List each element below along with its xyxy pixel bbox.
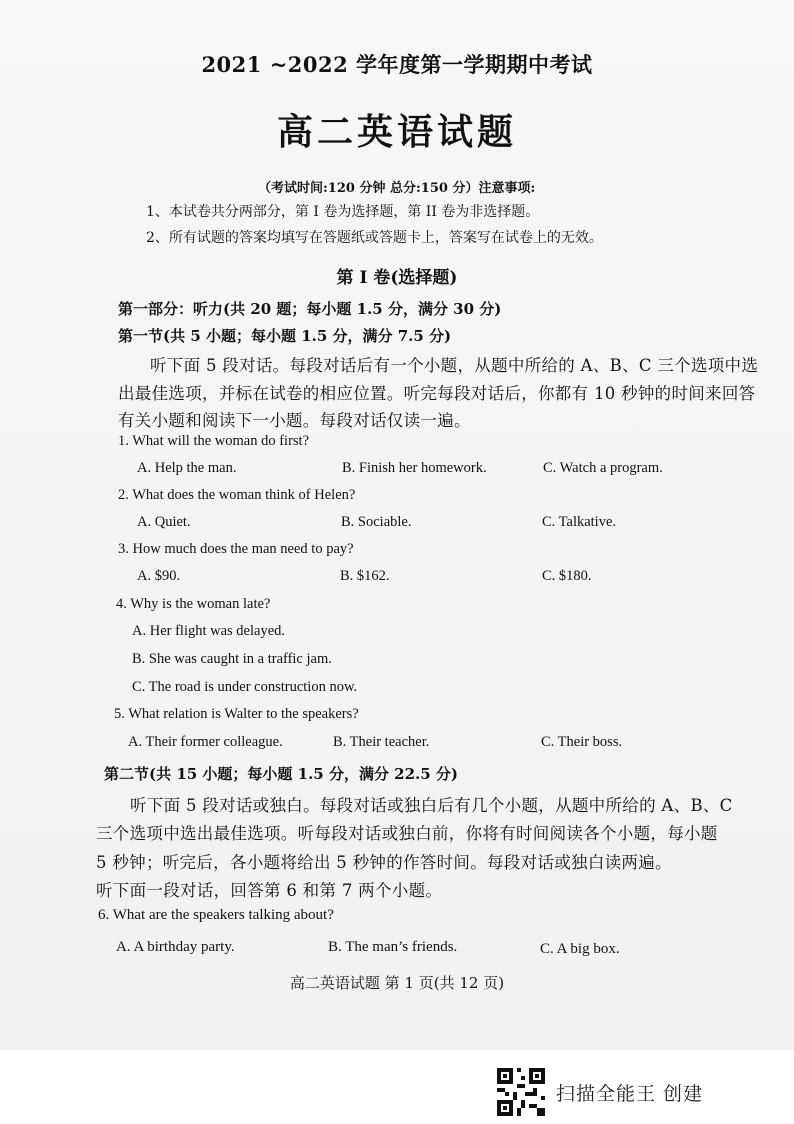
option-b: B. The man’s friends. <box>328 939 458 955</box>
option-b: B. Finish her homework. <box>342 460 487 476</box>
sec2-lead: 听下面一段对话，回答第 6 和第 7 两个小题。 <box>96 881 443 900</box>
option-a: A. A birthday party. <box>116 939 235 955</box>
option-b: B. $162. <box>340 568 390 584</box>
option-c: C. The road is under construction now. <box>132 679 358 695</box>
option-c: C. Their boss. <box>541 734 623 750</box>
note-2: 2、所有试题的答案均填写在答题纸或答题卡上，答案写在试卷上的无效。 <box>146 230 603 246</box>
exam-title: 2021 ~2022 学年度第一学期期中考试 <box>201 52 593 77</box>
question-stem: 1. What will the woman do first? <box>118 433 310 449</box>
exam-info: （考试时间:120 分钟 总分:150 分）注意事项: <box>258 181 536 196</box>
option-b: B. She was caught in a traffic jam. <box>132 651 332 667</box>
option-a: A. $90. <box>137 568 181 584</box>
option-c: C. Talkative. <box>542 514 617 530</box>
sec1-instruction-line: 有关小题和阅读下一小题。每段对话仅读一遍。 <box>118 411 471 430</box>
option-c: C. A big box. <box>540 941 620 957</box>
option-b: B. Sociable. <box>341 514 412 530</box>
scanner-watermark: 扫描全能王 创建 <box>556 1083 704 1105</box>
sec1-instruction-line: 听下面 5 段对话。每段对话后有一个小题，从题中所给的 A、B、C 三个选项中选 <box>150 356 759 375</box>
option-a: A. Her flight was delayed. <box>132 623 286 639</box>
option-a: A. Quiet. <box>137 514 191 530</box>
question-stem: 3. How much does the man need to pay? <box>118 541 354 557</box>
sec2-instruction-line: 听下面 5 段对话或独白。每段对话或独白后有几个小题，从题中所给的 A、B、C <box>130 796 733 815</box>
option-b: B. Their teacher. <box>333 734 430 750</box>
page-footer: 高二英语试题 第 1 页(共 12 页) <box>289 974 505 992</box>
sec2-instruction-line: 5 秒钟；听完后，各小题将给出 5 秒钟的作答时间。每段对话或独白读两遍。 <box>96 853 672 872</box>
subject-title: 高二英语试题 <box>276 111 517 153</box>
sec1-title: 第一节(共 5 小题；每小题 1.5 分，满分 7.5 分) <box>118 327 452 345</box>
part1-title: 第一部分：听力(共 20 题；每小题 1.5 分，满分 30 分) <box>118 300 502 318</box>
qr-code-icon <box>497 1068 545 1116</box>
question-stem: 5. What relation is Walter to the speakers? <box>114 706 359 722</box>
option-c: C. Watch a program. <box>543 460 663 476</box>
sec2-title: 第二节(共 15 小题；每小题 1.5 分，满分 22.5 分) <box>104 765 459 783</box>
note-1: 1、本试卷共分两部分，第 I 卷为选择题，第 II 卷为非选择题。 <box>146 204 540 220</box>
question-stem: 2. What does the woman think of Helen? <box>118 487 356 503</box>
option-c: C. $180. <box>542 568 592 584</box>
section-title: 第 I 卷(选择题) <box>336 268 458 288</box>
question-stem: 4. Why is the woman late? <box>116 596 271 612</box>
question-stem: 6. What are the speakers talking about? <box>98 907 334 923</box>
option-a: A. Help the man. <box>137 460 237 476</box>
sec2-instruction-line: 三个选项中选出最佳选项。听每段对话或独白前，你将有时间阅读各个小题，每小题 <box>96 824 718 843</box>
sec1-instruction-line: 出最佳选项，并标在试卷的相应位置。听完每段对话后，你都有 10 秒钟的时间来回答 <box>118 384 756 403</box>
option-a: A. Their former colleague. <box>128 734 283 750</box>
